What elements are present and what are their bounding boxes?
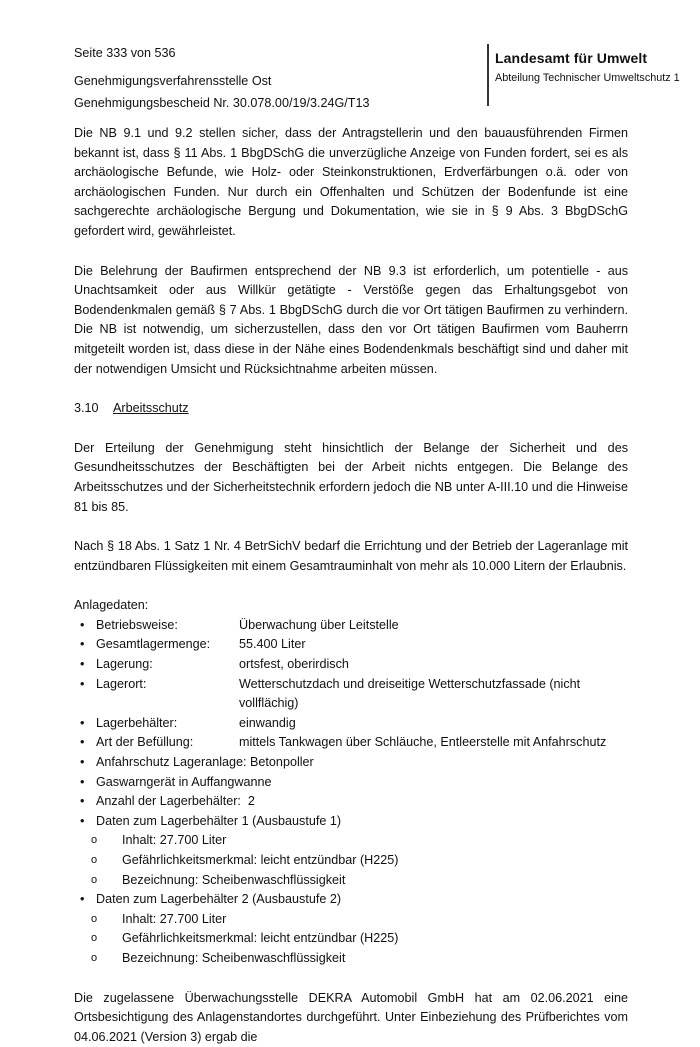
header-divider bbox=[487, 44, 489, 106]
behaelter-2-sublist bbox=[74, 910, 628, 969]
paragraph-5: Die zugelassene Überwachungsstelle DEKRA Automobil GmbH hat am 02.06.2021 eine Ortsbesichtigung des Anlagenstandortes durchgeführt. Unter Einbeziehung des Prüfberichtes vom 04.06.2021 (Version 3) ergab die bbox=[74, 990, 628, 1044]
list-item: • Gesamtlagermenge: 55.400 Liter bbox=[74, 635, 628, 655]
organization-name: Landesamt für Umwelt bbox=[495, 50, 648, 66]
behaelter-1-sublist bbox=[74, 831, 628, 890]
decision-number: Genehmigungsbescheid Nr. 30.078.00/19/3.24G/T13 bbox=[74, 96, 370, 110]
list-item: • Lagerung: ortsfest, oberirdisch bbox=[74, 655, 628, 675]
sub-list-item: o Inhalt: 27.700 Liter bbox=[74, 910, 628, 930]
anlagedaten-list bbox=[74, 616, 628, 832]
list-item: • Betriebsweise: Überwachung über Leitstelle bbox=[74, 616, 628, 636]
header-left bbox=[74, 42, 369, 114]
sub-list-item: o Bezeichnung: Scheibenwaschflüssigkeit bbox=[74, 871, 628, 891]
page-number: Seite 333 von 536 bbox=[74, 46, 176, 60]
sub-list-item: o Gefährlichkeitsmerkmal: leicht entzündbar (H225) bbox=[74, 929, 628, 949]
anlagedaten-heading: Anlagedaten: bbox=[74, 598, 149, 613]
sub-list-item: o Inhalt: 27.700 Liter bbox=[74, 831, 628, 851]
header-right bbox=[495, 50, 680, 84]
list-item: • Daten zum Lagerbehälter 2 (Ausbaustufe 2) bbox=[74, 890, 628, 910]
list-item: • Lagerbehälter: einwandig bbox=[74, 714, 628, 734]
paragraph-3: Der Erteilung der Genehmigung steht hinsichtlich der Belange der Sicherheit und des Gesundheitsschutzes der Beschäftigten bei der Arbeit nichts entgegen. Die Belange des Arbeitsschutzes und der Sicherheitstechnik erfordern jedoch die NB unter A-III.10 und die Hinweise 81 bis 85. bbox=[74, 440, 628, 514]
list-item: • Gaswarngerät in Auffangwanne bbox=[74, 773, 628, 793]
section-title: Arbeitsschutz bbox=[113, 401, 189, 416]
section-heading bbox=[74, 399, 628, 419]
paragraph-4: Nach § 18 Abs. 1 Satz 1 Nr. 4 BetrSichV bedarf die Errichtung und der Betrieb der Lageranlage mit entzündbaren Flüssigkeiten mit einem Gesamtrauminhalt von mehr als 10.000 Litern der Erlaubnis. bbox=[74, 539, 628, 573]
document-body bbox=[74, 124, 628, 1047]
list-item: • Lagerort: Wetterschutzdach und dreiseitige Wetterschutzfassade (nicht vollflächig) bbox=[74, 675, 628, 714]
list-item: • Daten zum Lagerbehälter 1 (Ausbaustufe 1) bbox=[74, 812, 628, 832]
list-item: • Anzahl der Lagerbehälter: 2 bbox=[74, 792, 628, 812]
section-number: 3.10 bbox=[74, 401, 99, 416]
office-name: Genehmigungsverfahrensstelle Ost bbox=[74, 74, 272, 88]
paragraph-2: Die Belehrung der Baufirmen entsprechend der NB 9.3 ist erforderlich, um potentielle - aus Unachtsamkeit oder aus Willkür getätigte - Verstöße gegen das Erhaltungsgebot von Bodendenkmalen gemäß § 7 Abs. 1 BbgDSchG durch die vor Ort tätigen Baufirmen zu verhindern. Die NB ist notwendig, um sicherzustellen, dass den vor Ort tätigen Baufirmen vom Bauherrn mitgeteilt worden ist, dass diese in der Nähe eines Bodendenkmals beschäftigt sind und daher mit der notwendigen Umsicht und Rücksichtnahme arbeiten müssen. bbox=[74, 263, 628, 376]
department-name: Abteilung Technischer Umweltschutz 1 bbox=[495, 72, 680, 84]
paragraph-1: Die NB 9.1 und 9.2 stellen sicher, dass der Antragstellerin und den bauausführenden Firmen bekannt ist, dass § 11 Abs. 1 BbgDSchG die unverzügliche Anzeige von Funden fordert, sei es als archäologische Befunde, wie Holz- oder Steinkonstruktionen, Erdverfärbungen o.ä. oder von archäologischen Funden. Nur durch ein Offenhalten und Schützen der Bodenfunde ist eine sachgerechte archäologische Bergung und Dokumentation, wie sie in § 9 Abs. 3 BbgDSchG gefordert wird, gewährleistet. bbox=[74, 126, 628, 238]
list-item: • Art der Befüllung: mittels Tankwagen über Schläuche, Entleerstelle mit Anfahrschutz bbox=[74, 733, 628, 753]
sub-list-item: o Bezeichnung: Scheibenwaschflüssigkeit bbox=[74, 949, 628, 969]
anlagedaten-list-cont bbox=[74, 890, 628, 910]
list-item: • Anfahrschutz Lageranlage: Betonpoller bbox=[74, 753, 628, 773]
sub-list-item: o Gefährlichkeitsmerkmal: leicht entzündbar (H225) bbox=[74, 851, 628, 871]
